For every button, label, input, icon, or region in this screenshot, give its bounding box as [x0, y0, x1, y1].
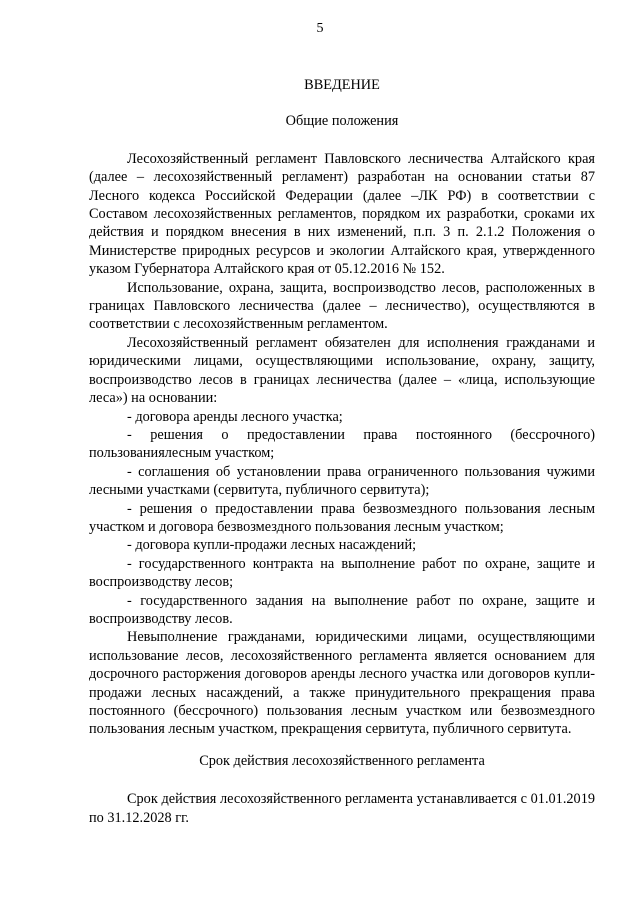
- page-number: 5: [316, 21, 324, 36]
- paragraph-forest-use: Использование, охрана, защита, воспроизводство лесов, расположенных в границах Павловского лесничества (далее – лесничество), осуществляются в соответствии с лесохозяйственным регламентом.: [89, 279, 595, 333]
- list-item-state-assignment: - государственного задания на выполнение работ по охране, защите и воспроизводству лесов.: [89, 592, 595, 627]
- list-item-servitude: - соглашения об установлении права ограниченного пользования чужими лесными участками (сервитута, публичного сервитута);: [89, 463, 595, 499]
- document-body: [89, 76, 595, 827]
- list-item-permanent-use: - решения о предоставлении права постоянного (бессрочного) пользованиялесным участком;: [89, 426, 595, 462]
- section-heading-introduction: ВВЕДЕНИЕ: [304, 77, 380, 93]
- list-item-lease: - договора аренды лесного участка;: [127, 408, 343, 425]
- subsection-heading-validity-term: Срок действия лесохозяйственного регламента: [199, 752, 485, 769]
- paragraph-validity-term: Срок действия лесохозяйственного регламента устанавливается с 01.01.2019 по 31.12.2028 гг.: [89, 791, 595, 826]
- paragraph-regulation-basis: Лесохозяйственный регламент Павловского лесничества Алтайского края (далее – лесохозяйственный регламент) разработан на основании статьи 87 Лесного кодекса Российской Федерации (далее –ЛК РФ) в соответствии с Составом лесохозяйственных регламентов, порядком их разработки, сроками их действия и порядком внесения в них изменений, п.п. 3 п. 2.1.2 Положения о Министерстве природных ресурсов и экологии Алтайского края, утвержденного указом Губернатора Алтайского края от 05.12.2016 № 152.: [89, 150, 595, 278]
- list-item-sale-contract: - договора купли-продажи лесных насаждений;: [127, 537, 417, 554]
- subsection-heading-general-provisions: Общие положения: [285, 113, 399, 130]
- paragraph-violation: Невыполнение гражданами, юридическими лицами, осуществляющими использование лесов, лесохозяйственного регламента является основанием для досрочного расторжения договоров аренды лесного участка или договоров купли-продажи лесных насаждений, а также принудительного прекращения права постоянного (бессрочного) пользования лесным участком или безвозмездного пользования лесным участком, прекращения сервитута, публичного сервитута.: [89, 629, 595, 738]
- paragraph-obligation: Лесохозяйственный регламент обязателен для исполнения гражданами и юридическими лицами, осуществляющими использование, охрану, защиту, воспроизводство лесов в границах лесничества (далее – «лица, использующие леса») на основании:: [89, 334, 595, 407]
- list-item-state-contract: - государственного контракта на выполнение работ по охране, защите и воспроизводству лесов;: [89, 555, 595, 591]
- list-item-free-use: - решения о предоставлении права безвозмездного пользования лесным участком и договора безвозмездного пользования лесным участком;: [89, 500, 595, 535]
